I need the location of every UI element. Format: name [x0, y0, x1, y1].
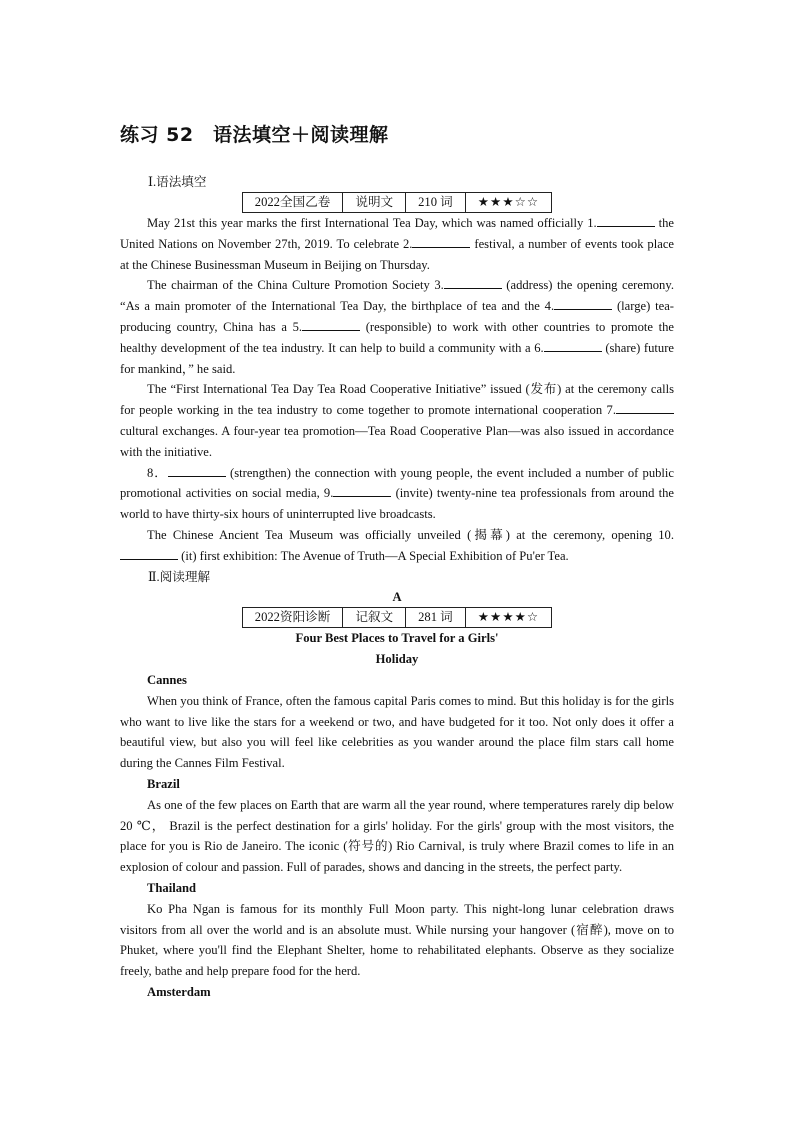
- text-run: the United Nations on November 27th, 2019. To celebrate 2.: [120, 216, 674, 251]
- info-genre: 说明文: [343, 193, 406, 213]
- text-run: (share) future for mankind，” he said.: [120, 340, 674, 376]
- passage-info-table-1: [242, 192, 552, 213]
- text-run: (invite) twenty-nine tea professionals from around the world to have thirty-six hours of uninterrupted live broadcasts.: [120, 486, 674, 522]
- text-run: 8．: [147, 465, 168, 480]
- info-source: 2022全国乙卷: [242, 193, 343, 213]
- text-run: The “First International Tea Day Tea Road Cooperative Initiative” issued (发布) at the ceremony calls for people working in the tea industry to come together to promote international cooperation 7.: [120, 382, 674, 418]
- section-heading-thailand: Thailand: [147, 880, 197, 895]
- text-run: (strengthen) the connection with young people, the event included a number of public promotional activities on social media, 9.: [120, 465, 675, 501]
- section-text-brazil: As one of the few places on Earth that are warm all the year round, where temperatures rarely dip below 20 ℃， Brazil is the perfect destination for a girls' holiday. For the girls' group with the most visitors, the place for you is Rio de Janeiro. The iconic (符号的) Rio Carnival, is truly where Brazil comes to life in an explosion of colour and passion. Full of parades, shows and dancing in the streets, the perfect party.: [120, 797, 674, 875]
- text-run: (it) first exhibition: The Avenue of Truth—A Special Exhibition of Pu'er Tea.: [178, 548, 569, 563]
- blank-6[interactable]: [544, 338, 602, 352]
- info-wordcount: 210 词: [406, 193, 466, 213]
- text-run: (responsible) to work with other countries to promote the healthy development of the tea industry. It can help to build a community with a 6.: [120, 319, 674, 355]
- text-run: May 21st this year marks the first International Tea Day, which was named officially 1.: [147, 216, 597, 230]
- section-label-reading: Ⅱ.阅读理解: [148, 569, 211, 584]
- grammar-paragraph-4: [120, 463, 674, 525]
- text-run: (large) tea-producing country, China has a 5.: [120, 299, 674, 334]
- passage-info-table-2: [242, 607, 552, 628]
- section-heading-cannes: Cannes: [147, 672, 187, 687]
- reading-title-line-1: Four Best Places to Travel for a Girls': [295, 631, 499, 646]
- info-source: 2022资阳诊断: [242, 608, 343, 628]
- section-heading-brazil: Brazil: [147, 776, 180, 791]
- blank-5[interactable]: [302, 317, 360, 331]
- blank-2[interactable]: [412, 234, 470, 248]
- text-run: cultural exchanges. A four-year tea promotion—Tea Road Cooperative Plan—was also issued in accordance with the initiative.: [120, 423, 674, 459]
- text-run: The Chinese Ancient Tea Museum was officially unveiled (揭幕) at the ceremony, opening 10.: [147, 527, 674, 542]
- text-run: (address) the opening ceremony. “As a main promoter of the International Tea Day, the birthplace of tea and the 4.: [120, 278, 674, 314]
- reading-title-line-2: Holiday: [375, 652, 419, 667]
- info-difficulty-stars: ★★★★☆: [465, 608, 551, 628]
- blank-9[interactable]: [333, 483, 391, 497]
- section-text-cannes: When you think of France, often the famous capital Paris comes to mind. But this holiday is for the girls who want to live like the stars for a weekend or two, and have budgeted for it too. Not only does it offer a beautiful view, but also you will feel like celebrities as you wander around the place film stars call home during the Cannes Film Festival.: [120, 693, 674, 771]
- blank-10[interactable]: [120, 546, 178, 560]
- blank-8[interactable]: [168, 463, 226, 477]
- blank-4[interactable]: [554, 296, 612, 310]
- section-text-thailand: Ko Pha Ngan is famous for its monthly Full Moon party. This night-long lunar celebration draws visitors from all over the world and is an absolute must. While nursing your hangover (宿醉), move on to Phuket, where you'll find the Elephant Shelter, home to rehabilitated elephants. Observe as they socialize freely, bathe and help prepare food for the herd.: [120, 901, 674, 979]
- grammar-paragraph-2: [120, 275, 674, 379]
- grammar-paragraph-3: [120, 379, 674, 462]
- section-heading-amsterdam: Amsterdam: [147, 984, 211, 999]
- grammar-paragraph-1: [120, 213, 674, 275]
- info-difficulty-stars: ★★★☆☆: [465, 193, 551, 213]
- blank-3[interactable]: [444, 275, 502, 289]
- text-run: festival, a number of events took place at the Chinese Businessman Museum in Beijing on Thursday.: [120, 236, 675, 272]
- blank-7[interactable]: [616, 400, 674, 414]
- section-label-grammar: Ⅰ.语法填空: [148, 175, 207, 189]
- page-title: 练习 52 语法填空＋阅读理解: [120, 124, 389, 146]
- info-wordcount: 281 词: [406, 608, 466, 628]
- info-genre: 记叙文: [343, 608, 406, 628]
- passage-letter: A: [392, 589, 402, 604]
- grammar-paragraph-5: [120, 525, 674, 567]
- text-run: The chairman of the China Culture Promotion Society 3.: [147, 278, 444, 293]
- blank-1[interactable]: [597, 213, 655, 227]
- worksheet-content: [120, 172, 674, 1003]
